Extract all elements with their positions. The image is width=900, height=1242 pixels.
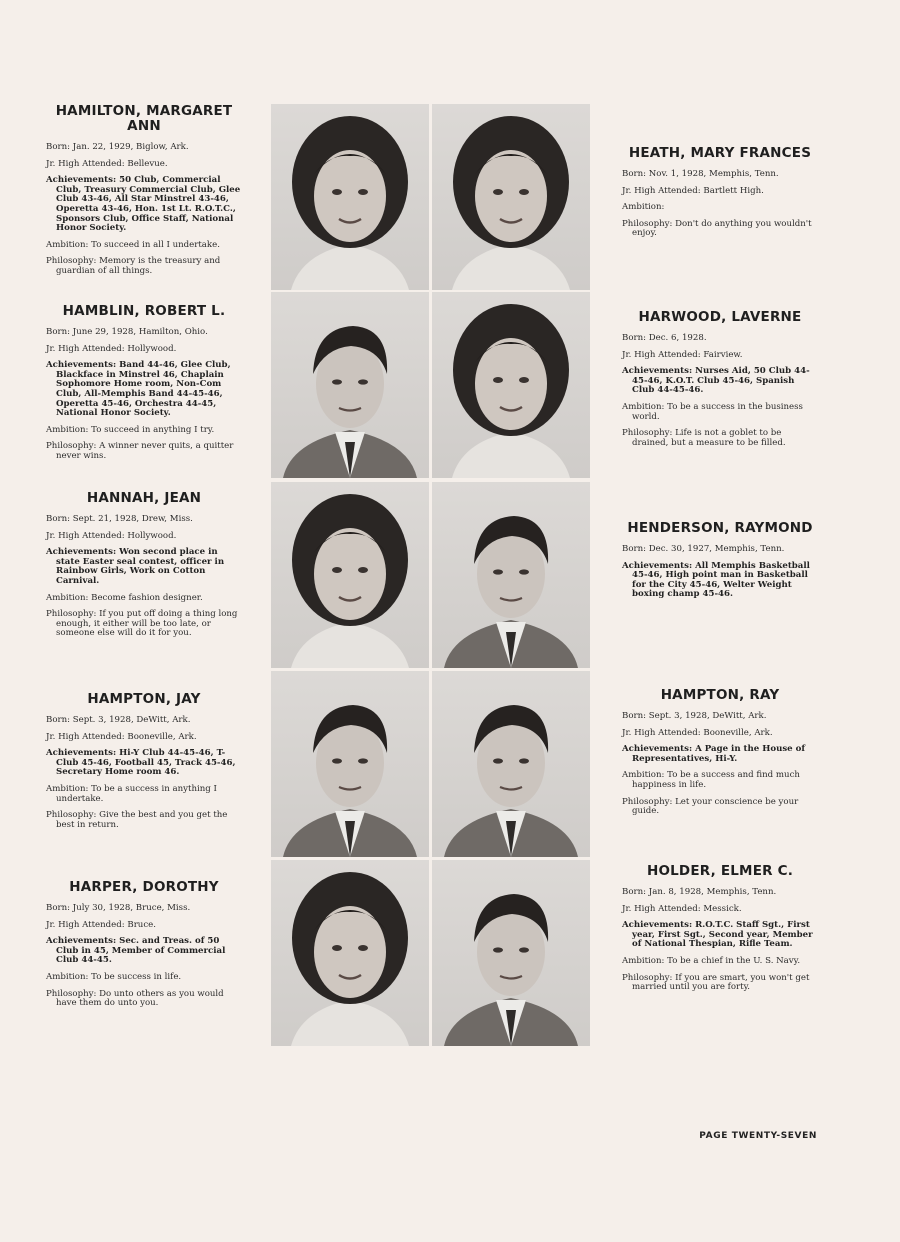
portrait-silhouette — [271, 671, 429, 857]
philosophy-line: Philosophy: Life is not a goblet to be drained, but a measure to be filled. — [622, 428, 786, 448]
jr-high-line: Jr. High Attended: Bellevue. — [46, 158, 168, 169]
jr-high-line: Jr. High Attended: Bruce. — [46, 919, 156, 930]
born-line: Born: Sept. 3, 1928, DeWitt, Ark. — [622, 711, 767, 721]
page-number: PAGE TWENTY-SEVEN — [699, 1131, 817, 1141]
born-line: Born: Jan. 22, 1929, Biglow, Ark. — [46, 142, 189, 152]
student-bio-harwood — [622, 310, 818, 455]
achievements-line: Achievements: All Memphis Basketball 45-46, High point man in Basketball for the City 45-46, Welter Weight boxing champ 45-46. — [622, 560, 810, 600]
portrait-silhouette — [432, 104, 590, 290]
portrait-silhouette — [432, 860, 590, 1046]
portrait-photo-holder — [432, 860, 590, 1046]
jr-high-line: Jr. High Attended: Hollywood. — [46, 530, 177, 541]
philosophy-line: Philosophy: Memory is the treasury and guardian of all things. — [46, 256, 221, 276]
ambition-line: Ambition: Become fashion designer. — [46, 592, 203, 603]
jr-high-line: Jr. High Attended: Booneville, Ark. — [46, 731, 197, 742]
student-name: HEATH, MARY FRANCES — [628, 145, 812, 161]
jr-high-line: Jr. High Attended: Booneville, Ark. — [622, 727, 773, 738]
achievements-line: Achievements: Sec. and Treas. of 50 Club in 45, Member of Commercial Club 44-45. — [46, 936, 226, 966]
achievements-line: Achievements: Nurses Aid, 50 Club 44-45-46, K.O.T. Club 45-46, Spanish Club 44-45-46. — [622, 366, 810, 396]
portrait-silhouette — [432, 482, 590, 668]
ambition-line: Ambition: To succeed in anything I try. — [46, 424, 215, 435]
philosophy-line: Philosophy: If you put off doing a thing long enough, it either will be too late, or someone else will do it for you. — [46, 609, 238, 639]
student-name: HANNAH, JEAN — [86, 490, 202, 506]
student-bio-heath — [622, 146, 818, 246]
jr-high-line: Jr. High Attended: Messick. — [622, 903, 742, 914]
achievements-line: Achievements: A Page in the House of Representatives, Hi-Y. — [622, 744, 806, 764]
portrait-silhouette — [432, 292, 590, 478]
ambition-line: Ambition: To be a success in the business world. — [622, 401, 803, 422]
born-line: Born: Jan. 8, 1928, Memphis, Tenn. — [622, 887, 777, 897]
student-name: HAMPTON, RAY — [660, 687, 780, 703]
student-bio-harper — [46, 880, 242, 1016]
student-bio-henderson — [622, 521, 818, 607]
student-name: HOLDER, ELMER C. — [646, 863, 794, 879]
philosophy-line: Philosophy: If you are smart, you won't get married until you are forty. — [622, 972, 810, 993]
philosophy-line: Philosophy: A winner never quits, a quitter never wins. — [46, 441, 234, 461]
born-line: Born: Dec. 6, 1928. — [622, 333, 707, 343]
portrait-silhouette — [271, 104, 429, 290]
student-bio-hampton-jay — [46, 692, 242, 837]
ambition-line: Ambition: To succeed in all I undertake. — [46, 239, 220, 250]
ambition-line: Ambition: To be a success in anything I undertake. — [46, 783, 217, 804]
born-line: Born: July 30, 1928, Bruce, Miss. — [46, 903, 191, 913]
portrait-photo-hampton-jay — [271, 671, 429, 857]
achievements-line: Achievements: Won second place in state Easter seal contest, officer in Rainbow Girls, Work on Cotton Carnival. — [46, 547, 225, 586]
jr-high-line: Jr. High Attended: Fairview. — [622, 349, 743, 360]
philosophy-line: Philosophy: Do unto others as you would have them do unto you. — [46, 988, 224, 1009]
student-name: HAMILTON, MARGARET ANN — [55, 103, 233, 134]
student-bio-hampton-ray — [622, 688, 818, 824]
portrait-photo-hannah — [271, 482, 429, 668]
achievements-line: Achievements: 50 Club, Commercial Club, Treasury Commercial Club, Glee Club 43-46, All Star Minstrel 43-46, Operetta 43-46, Hon. 1st Lt. R.O.T.C., Sponsors Club, Office Staff, National Honor Society. — [46, 175, 241, 234]
portrait-photo-hamilton — [271, 104, 429, 290]
student-name: HAMBLIN, ROBERT L. — [62, 303, 226, 319]
ambition-line: Ambition: To be a success and find much happiness in life. — [622, 770, 800, 790]
student-name: HARPER, DOROTHY — [69, 879, 219, 895]
jr-high-line: Jr. High Attended: Hollywood. — [46, 343, 177, 354]
jr-high-line: Jr. High Attended: Bartlett High. — [622, 185, 764, 196]
student-name: HAMPTON, JAY — [87, 691, 201, 707]
born-line: Born: Nov. 1, 1928, Memphis, Tenn. — [622, 169, 779, 179]
portrait-photo-heath — [432, 104, 590, 290]
portrait-silhouette — [271, 860, 429, 1046]
ambition-line: Ambition: To be a chief in the U. S. Navy. — [622, 955, 801, 966]
student-name: HENDERSON, RAYMOND — [627, 520, 813, 536]
student-bio-hannah — [46, 491, 242, 646]
born-line: Born: Sept. 3, 1928, DeWitt, Ark. — [46, 715, 191, 725]
student-bio-hamilton — [46, 104, 242, 284]
born-line: Born: June 29, 1928, Hamilton, Ohio. — [46, 327, 208, 337]
ambition-line: Ambition: — [622, 202, 665, 213]
born-line: Born: Sept. 21, 1928, Drew, Miss. — [46, 514, 193, 524]
portrait-photo-hampton-ray — [432, 671, 590, 857]
student-name: HARWOOD, LAVERNE — [638, 309, 802, 325]
philosophy-line: Philosophy: Give the best and you get the best in return. — [46, 810, 228, 830]
portrait-photo-harper — [271, 860, 429, 1046]
achievements-line: Achievements: R.O.T.C. Staff Sgt., First year, First Sgt., Second year, Member of National Thespian, Rifle Team. — [622, 920, 813, 950]
portrait-silhouette — [271, 292, 429, 478]
portrait-photo-harwood — [432, 292, 590, 478]
ambition-line: Ambition: To be success in life. — [46, 971, 182, 982]
student-bio-hamblin — [46, 304, 242, 469]
achievements-line: Achievements: Hi-Y Club 44-45-46, T-Club 45-46, Football 45, Track 45-46, Secretary Home room 46. — [46, 748, 236, 778]
portrait-photo-henderson — [432, 482, 590, 668]
portrait-silhouette — [271, 482, 429, 668]
born-line: Born: Dec. 30, 1927, Memphis, Tenn. — [622, 544, 785, 554]
portrait-photo-hamblin — [271, 292, 429, 478]
portrait-silhouette — [432, 671, 590, 857]
philosophy-line: Philosophy: Don't do anything you wouldn't enjoy. — [622, 218, 812, 239]
achievements-line: Achievements: Band 44-46, Glee Club, Blackface in Minstrel 46, Chaplain Sophomore Home room, Non-Com Club, All-Memphis Band 44-45-46, Operetta 45-46, Orchestra 44-45, National Honor Society. — [46, 360, 231, 419]
philosophy-line: Philosophy: Let your conscience be your guide. — [622, 796, 799, 817]
student-bio-holder — [622, 864, 818, 1000]
